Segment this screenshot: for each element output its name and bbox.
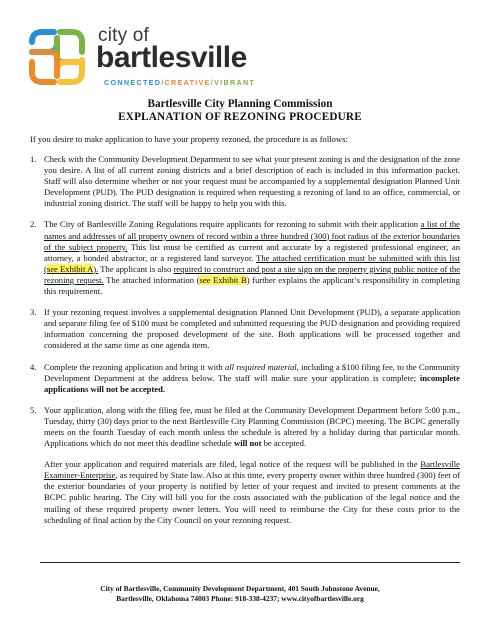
- list-item: [30, 307, 460, 351]
- list-item: [30, 405, 460, 526]
- item-number: 3.: [30, 307, 37, 318]
- tagline-separator: /: [161, 78, 165, 87]
- item-text: The applicant is also: [98, 263, 174, 274]
- item-text: be accepted.: [261, 438, 307, 449]
- item-number: 2.: [30, 219, 37, 230]
- footer-contact: Bartlesville, Oklahoma 74003 Phone: 918-338-4237; www.cityofbartlesville.org: [116, 594, 364, 603]
- underlined-text: required to construct and post a site sign on the property giving public notice of the rezoning request.: [44, 263, 461, 285]
- item-number: 1.: [30, 154, 37, 164]
- item-text: , including a $100 filing fee, to the Community Development Department at the address below. The staff will make sure your application is complete;: [44, 361, 460, 383]
- item-text: , as required by State law. Also at this time, every property owner within three hundred (300) feet of the exterior boundaries of your property is notified by letter of your request and invited to present comments at the BCPC public hearing. The City will bill you for the costs associated with the publication of the legal notice and the mailing of these required property owner letters. You will need to reimburse the City for these costs prior to the scheduling of final action by the City Council on your rezoning request.: [44, 470, 460, 525]
- logo-name-text: bartlesville: [96, 41, 247, 74]
- item-text: ) further explains the applicant’s responsibility in completing this requirement.: [44, 274, 460, 297]
- underlined-text: The attached certification must be submitted with this list (: [44, 252, 460, 274]
- city-logo: [24, 26, 284, 88]
- logo-knot-icon: [24, 26, 90, 88]
- item-number: 5.: [30, 404, 37, 415]
- item-text: The City of Bartlesville Zoning Regulations require applicants for rezoning to submit with their application: [44, 219, 421, 230]
- item-text: If your rezoning request involves a supplemental designation Planned Unit Development (PUD), a separate application and separate filing fee of $100 must be completed and submitted requesting the PUD designation and providing required information concerning the proposed development of the site. Both applications will be processed together and considered at the same time as one agenda item.: [44, 307, 460, 351]
- newspaper-name: Bartlesville Examiner-Enterprise: [44, 459, 460, 481]
- item-text: After your application and required materials are filed, legal notice of the request will be published in the: [44, 459, 421, 470]
- footer-divider: [40, 562, 460, 563]
- procedure-list: [30, 154, 460, 536]
- tagline-vibrant: VIBRANT: [214, 78, 256, 87]
- sub-paragraph: [44, 459, 460, 526]
- item-number: 4.: [30, 361, 37, 372]
- item-text: Check with the Community Development Department to see what your present zoning is and the designation of the zone you desire. A list of all current zoning districts and a brief description of each is included in this information packet. Staff will also determine whether or not your request must be accompanied by a supplemental designation Planned Unit Development (PUD). The PUD designation is required when requesting a rezoning of land to an office, commercial, or industrial zoning district. The staff will be happy to help you with this.: [44, 154, 460, 209]
- document-heading: Bartlesville City Planning Commission: [147, 98, 333, 110]
- item-text: Your application, along with the filing fee, must be filed at the Community Development Department before 5:00 p.m., Tuesday, thirty (30) days prior to the next Bartlesville City Planning Commission (BCPC) meeting. The BCPC generally meets on the fourth Tuesday of each month unless the schedule is altered by a holiday during that particular month. Applications which do not meet this deadline schedule: [44, 404, 460, 449]
- logo-tagline: [104, 78, 255, 87]
- item-text: Complete the rezoning application and bring it with: [44, 361, 225, 372]
- bold-warning-text: will not: [233, 438, 262, 449]
- exhibit-a-reference: see Exhibit A: [46, 263, 94, 274]
- underlined-text: ).: [93, 263, 99, 274]
- tagline-creative: CREATIVE: [164, 78, 211, 87]
- tagline-connected: CONNECTED: [104, 78, 162, 87]
- exhibit-b-reference: see Exhibit B: [199, 274, 247, 285]
- list-item: [30, 362, 460, 395]
- tagline-separator: /: [210, 78, 215, 87]
- intro-paragraph: If you desire to make application to have your property rezoned, the procedure is as follows:: [30, 134, 348, 144]
- italic-text: all required material: [224, 361, 297, 372]
- list-item: [30, 154, 460, 209]
- item-text: This list must be certified as current and accurate by a registered professional engineer, an attorney, a bonded abstractor, or a registered land surveyor.: [44, 241, 460, 263]
- document-title: EXPLANATION OF REZONING PROCEDURE: [118, 111, 362, 123]
- underlined-text: a list of the names and addresses of all property owners of record within a three hundred (300) foot radius of the exterior boundaries of the subject property.: [44, 219, 460, 252]
- bold-warning-text: incomplete applications will not be accepted.: [44, 372, 460, 394]
- item-text: The attached information (: [103, 274, 200, 285]
- footer-address: City of Bartlesville, Community Development Department, 401 South Johnstone Avenue,: [100, 584, 380, 593]
- list-item: [30, 219, 460, 297]
- logo-city-text: city of: [98, 25, 150, 46]
